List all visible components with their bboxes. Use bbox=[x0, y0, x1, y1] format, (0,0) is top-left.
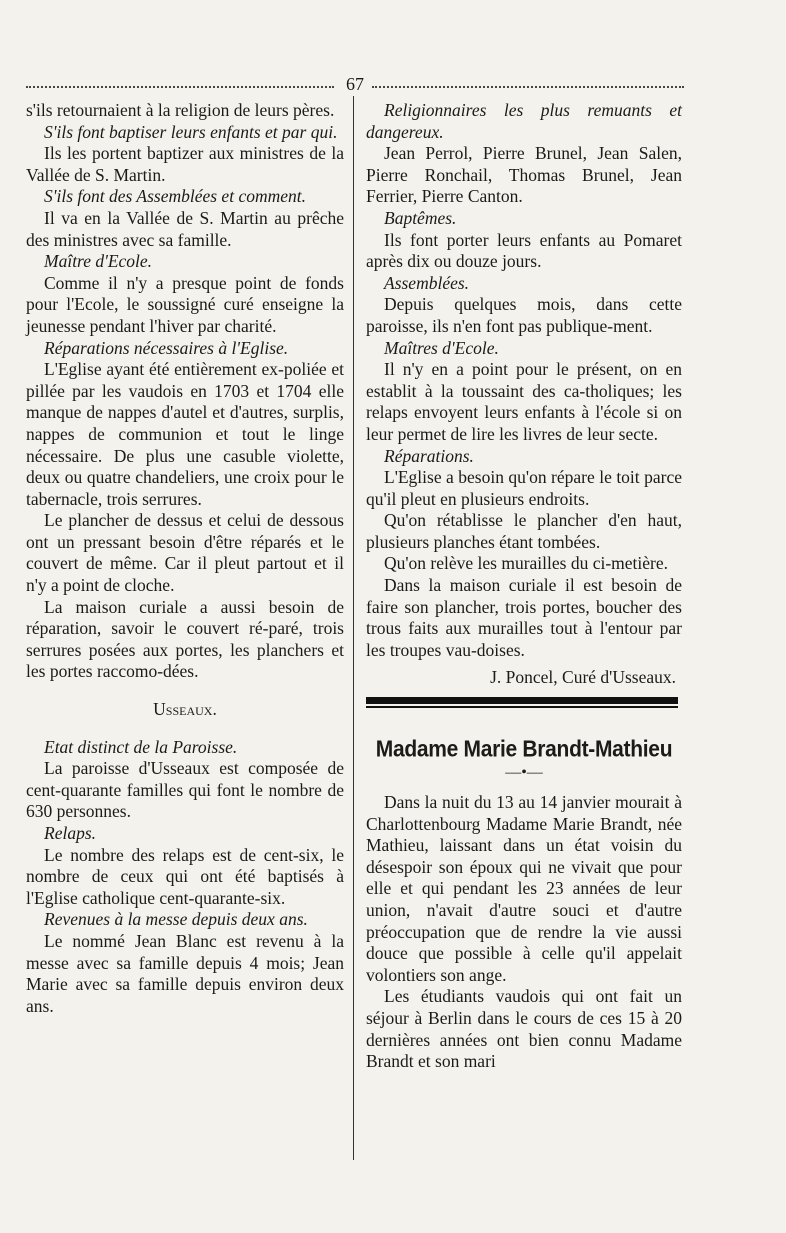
page-number: 67 bbox=[346, 74, 364, 94]
paragraph: Il n'y en a point pour le présent, on en establit à la toussaint des ca-tholiques; les relaps envoyent leurs enfants à l'école si on leur permet de lire les livres de leur secte. bbox=[366, 359, 682, 444]
paragraph: L'Eglise ayant été entièrement ex-poliée et pillée par les vaudois en 1703 et 1704 elle manque de nappes d'autel et d'autres, surplis, nappes de communion et tout le linge nécessaire. De plus une casuble violette, deux ou quatre chandeliers, une croix pour le tabernacle, trois serrures. bbox=[26, 359, 344, 509]
header-rule-left bbox=[26, 86, 334, 88]
section-heading: S'ils font des Assemblées et comment. bbox=[44, 186, 306, 207]
section-heading: Réparations nécessaires à l'Eglise. bbox=[44, 337, 289, 358]
paragraph: La paroisse d'Usseaux est composée de cent-quarante familles qui font le nombre de 630 personnes. bbox=[26, 758, 344, 822]
paragraph: Qu'on rétablisse le plancher d'en haut, plusieurs planches étant tombées. bbox=[366, 510, 682, 552]
paragraph: Les étudiants vaudois qui ont fait un séjour à Berlin dans le cours de ces 15 à 20 dernières années ont bien connu Madame Brandt et son mari bbox=[366, 986, 682, 1072]
paragraph: Le plancher de dessus et celui de dessous ont un pressant besoin d'être réparés et le couvert de même. Car il pleut partout et il n'y a point de cloche. bbox=[26, 510, 344, 596]
paragraph: Jean Perrol, Pierre Brunel, Jean Salen, Pierre Ronchail, Thomas Brunel, Jean Ferrier, Pierre Canton. bbox=[366, 143, 682, 207]
section-heading: Maître d'Ecole. bbox=[44, 251, 153, 272]
ornament-dash: —•— bbox=[505, 764, 543, 782]
paragraph: Le nombre des relaps est de cent-six, le nombre de ceux qui ont été baptisés à l'Eglise catholique cent-quarante-six. bbox=[26, 844, 344, 908]
paragraph: L'Eglise a besoin qu'on répare le toit parce qu'il pleut en plusieurs endroits. bbox=[366, 467, 682, 509]
section-heading: S'ils font baptiser leurs enfants et par qui. bbox=[44, 121, 338, 142]
paragraph: Depuis quelques mois, dans cette paroisse, ils n'en font pas publique-ment. bbox=[366, 294, 682, 336]
paragraph: Ils font porter leurs enfants au Pomaret après dix ou douze jours. bbox=[366, 229, 682, 272]
signature: J. Poncel, Curé d'Usseaux. bbox=[490, 667, 676, 688]
paragraph: La maison curiale a aussi besoin de réparation, savoir le couvert ré-paré, trois serrures posées aux portes, les planchers et les portes raccomo-dées. bbox=[26, 596, 344, 682]
paragraph: Comme il n'y a presque point de fonds pour l'Ecole, le soussigné curé enseigne la jeunesse pendant l'hiver par charité. bbox=[26, 272, 344, 336]
paragraph: Dans la nuit du 13 au 14 janvier mourait à Charlottenbourg Madame Marie Brandt, née Mathieu, laissant dans un état voisin du désespoir son époux qui ne vivait que pour elle et qui pendant les 23 années de leur union, n'avait d'autre souci et d'autre préoccupation que de rendre la vie aussi douce que possible à celle qu'il appelait volontiers son ange. bbox=[366, 792, 682, 985]
section-heading: Baptêmes. bbox=[384, 207, 457, 228]
paragraph: Qu'on relève les murailles du ci-metière. bbox=[384, 553, 669, 574]
paragraph: Le nommé Jean Blanc est revenu à la messe avec sa famille depuis 4 mois; Jean Marie avec sa famille depuis environ deux ans. bbox=[26, 930, 344, 1016]
paragraph: Dans la maison curiale il est besoin de faire son plancher, trois portes, boucher des trous faits aux murailles tout à l'entour par les troupes vau-doises. bbox=[366, 575, 682, 660]
obituary-title: Madame Marie Brandt-Mathieu bbox=[375, 736, 673, 763]
section-title: Usseaux. bbox=[153, 699, 217, 720]
section-heading: Religionnaires les plus remuants et dangereux. bbox=[366, 100, 682, 142]
section-heading: Etat distinct de la Paroisse. bbox=[44, 736, 238, 757]
section-heading: Réparations. bbox=[384, 445, 474, 466]
paragraph: Il va en la Vallée de S. Martin au prêche des ministres avec sa famille. bbox=[26, 207, 344, 250]
header-rule-right bbox=[372, 86, 684, 88]
left-column bbox=[26, 100, 344, 1017]
right-column bbox=[366, 100, 682, 1073]
section-heading: Maîtres d'Ecole. bbox=[384, 337, 499, 358]
section-heading: Assemblées. bbox=[384, 272, 470, 293]
section-heading: Relaps. bbox=[44, 823, 97, 843]
section-separator-thin bbox=[366, 706, 678, 708]
section-separator-thick bbox=[366, 697, 678, 704]
column-divider bbox=[353, 96, 354, 1160]
paragraph: Ils les portent baptizer aux ministres de la Vallée de S. Martin. bbox=[26, 143, 344, 185]
section-heading: Revenues à la messe depuis deux ans. bbox=[44, 909, 308, 930]
paragraph: s'ils retournaient à la religion de leurs pères. bbox=[26, 100, 335, 120]
